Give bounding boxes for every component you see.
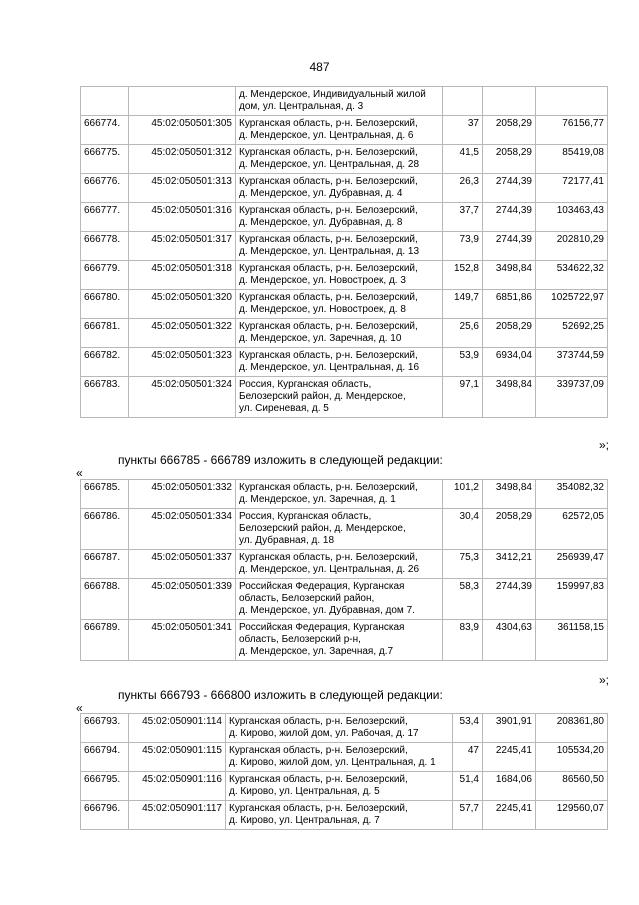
row-number: 666778. [81,232,129,261]
unit-price: 2744,39 [483,579,536,620]
row-number: 666780. [81,290,129,319]
property-address [236,290,443,319]
cadastral-value: 339737,09 [536,377,608,418]
address-line: Курганская область, р-н. Белозерский, [239,118,418,129]
cadastral-number: 45:02:050501:323 [129,348,236,377]
address-line: д. Мендерское, ул. Новостроек, д. 8 [239,304,406,315]
cadastral-value: 1025722,97 [536,290,608,319]
unit-price: 3901,91 [483,714,536,743]
address-line: д. Мендерское, Индивидуальный жилой [239,89,426,100]
table-row [81,174,608,203]
address-line: Курганская область, р-н. Белозерский, [229,716,408,727]
area-value: 149,7 [443,290,483,319]
cadastral-value: 159997,83 [536,579,608,620]
cadastral-number: 45:02:050501:312 [129,145,236,174]
row-number: 666779. [81,261,129,290]
table-row [81,145,608,174]
area-value: 152,8 [443,261,483,290]
property-address [236,480,443,509]
address-line: Курганская область, р-н. Белозерский, [229,774,408,785]
area-value: 53,4 [453,714,483,743]
unit-price: 6934,04 [483,348,536,377]
property-address [236,620,443,661]
unit-price: 2058,29 [483,319,536,348]
property-address [236,116,443,145]
registry-table-1 [80,86,608,418]
address-line: д. Мендерское, ул. Дубравная, д. 4 [239,188,403,199]
unit-price: 2058,29 [483,116,536,145]
cadastral-number: 45:02:050501:318 [129,261,236,290]
property-address [236,87,443,116]
property-address [236,261,443,290]
cadastral-number: 45:02:050501:322 [129,319,236,348]
address-line: Российская Федерация, Курганская [239,581,405,592]
cadastral-number: 45:02:050501:316 [129,203,236,232]
registry-table-3 [80,713,608,830]
row-number: 666787. [81,550,129,579]
property-address [226,772,453,801]
row-number: 666785. [81,480,129,509]
cadastral-number: 45:02:050501:305 [129,116,236,145]
page-number: 487 [309,60,330,74]
area-value: 73,9 [443,232,483,261]
unit-price: 2744,39 [483,174,536,203]
registry-table-2 [80,479,608,661]
closing-quote-mark: »; [598,673,609,687]
address-line: д. Мендерское, ул. Заречная, д.7 [239,646,394,657]
address-line: ул. Дубравная, д. 18 [239,535,335,546]
row-number: 666774. [81,116,129,145]
unit-price: 3498,84 [483,377,536,418]
property-address [236,174,443,203]
table-row [81,319,608,348]
cadastral-value: 86560,50 [536,772,608,801]
area-value: 41,5 [443,145,483,174]
table-row [81,714,608,743]
address-line: д. Мендерское, ул. Центральная, д. 28 [239,159,420,170]
address-line: дом, ул. Центральная, д. 3 [239,101,364,112]
row-number [81,87,129,116]
table-row [81,579,608,620]
cadastral-number: 45:02:050501:332 [129,480,236,509]
property-address [236,145,443,174]
address-line: д. Кирово, жилой дом, ул. Центральная, д. 1 [229,757,436,768]
address-line: д. Мендерское, ул. Центральная, д. 6 [239,130,414,141]
area-value: 47 [453,743,483,772]
address-line: Россия, Курганская область, [239,511,372,522]
amendment-instruction: пункты 666785 - 666789 изложить в следующей редакции: [118,453,443,467]
unit-price: 1684,06 [483,772,536,801]
table-row [81,290,608,319]
cadastral-value: 85419,08 [536,145,608,174]
cadastral-number: 45:02:050501:317 [129,232,236,261]
cadastral-value: 129560,07 [536,801,608,830]
cadastral-number: 45:02:050501:341 [129,620,236,661]
table-row [81,743,608,772]
area-value: 58,3 [443,579,483,620]
area-value: 37,7 [443,203,483,232]
table-row [81,87,608,116]
cadastral-number: 45:02:050501:339 [129,579,236,620]
address-line: Курганская область, р-н. Белозерский, [239,176,418,187]
address-line: д. Кирово, ул. Центральная, д. 5 [229,786,380,797]
area-value: 101,2 [443,480,483,509]
cadastral-value: 534622,32 [536,261,608,290]
address-line: д. Мендерское, ул. Заречная, д. 1 [239,494,396,505]
cadastral-number: 45:02:050501:320 [129,290,236,319]
closing-quote-mark: »; [598,438,609,452]
area-value: 57,7 [453,801,483,830]
table-row [81,348,608,377]
area-value [443,87,483,116]
area-value: 30,4 [443,509,483,550]
unit-price: 3498,84 [483,480,536,509]
property-address [236,377,443,418]
table-row [81,203,608,232]
cadastral-value [536,87,608,116]
row-number: 666793. [81,714,129,743]
address-line: Российская Федерация, Курганская [239,622,405,633]
unit-price: 2245,41 [483,743,536,772]
address-line: Курганская область, р-н. Белозерский, [239,205,418,216]
property-address [226,714,453,743]
area-value: 97,1 [443,377,483,418]
cadastral-value: 76156,77 [536,116,608,145]
property-address [236,203,443,232]
amendment-instruction: пункты 666793 - 666800 изложить в следующей редакции: [118,688,443,702]
cadastral-number: 45:02:050901:114 [129,714,226,743]
cadastral-value: 72177,41 [536,174,608,203]
cadastral-value: 208361,80 [536,714,608,743]
address-line: область, Белозерский район, [239,593,375,604]
cadastral-number: 45:02:050501:337 [129,550,236,579]
property-address [236,232,443,261]
address-line: Курганская область, р-н. Белозерский, [239,350,418,361]
property-address [236,579,443,620]
opening-quote-mark: « [76,466,83,480]
area-value: 26,3 [443,174,483,203]
table-row [81,377,608,418]
row-number: 666782. [81,348,129,377]
unit-price: 6851,86 [483,290,536,319]
table-row [81,232,608,261]
table-row [81,801,608,830]
table-row [81,261,608,290]
table-row [81,116,608,145]
row-number: 666795. [81,772,129,801]
unit-price: 4304,63 [483,620,536,661]
address-line: Курганская область, р-н. Белозерский, [239,482,418,493]
cadastral-number: 45:02:050901:115 [129,743,226,772]
address-line: Курганская область, р-н. Белозерский, [239,552,418,563]
cadastral-value: 354082,32 [536,480,608,509]
property-address [236,348,443,377]
unit-price: 3412,21 [483,550,536,579]
address-line: Россия, Курганская область, [239,379,372,390]
cadastral-value: 52692,25 [536,319,608,348]
cadastral-number [129,87,236,116]
cadastral-number: 45:02:050501:334 [129,509,236,550]
address-line: ул. Сиреневая, д. 5 [239,403,329,414]
row-number: 666788. [81,579,129,620]
table-row [81,772,608,801]
property-address [226,801,453,830]
unit-price [483,87,536,116]
table-row [81,480,608,509]
address-line: д. Мендерское, ул. Новостроек, д. 3 [239,275,406,286]
unit-price: 2058,29 [483,509,536,550]
table-row [81,620,608,661]
cadastral-value: 62572,05 [536,509,608,550]
address-line: Курганская область, р-н. Белозерский, [229,803,408,814]
row-number: 666777. [81,203,129,232]
address-line: д. Мендерское, ул. Дубравная, дом 7. [239,605,415,616]
address-line: д. Мендерское, ул. Центральная, д. 13 [239,246,420,257]
row-number: 666775. [81,145,129,174]
row-number: 666786. [81,509,129,550]
cadastral-value: 103463,43 [536,203,608,232]
cadastral-value: 361158,15 [536,620,608,661]
cadastral-value: 373744,59 [536,348,608,377]
unit-price: 2058,29 [483,145,536,174]
address-line: д. Мендерское, ул. Дубравная, д. 8 [239,217,403,228]
row-number: 666796. [81,801,129,830]
address-line: д. Мендерское, ул. Заречная, д. 10 [239,333,402,344]
row-number: 666789. [81,620,129,661]
table-row [81,509,608,550]
table-row [81,550,608,579]
address-line: Курганская область, р-н. Белозерский, [239,234,418,245]
area-value: 37 [443,116,483,145]
cadastral-value: 202810,29 [536,232,608,261]
row-number: 666794. [81,743,129,772]
cadastral-number: 45:02:050901:117 [129,801,226,830]
property-address [236,509,443,550]
property-address [236,319,443,348]
row-number: 666781. [81,319,129,348]
area-value: 75,3 [443,550,483,579]
cadastral-value: 256939,47 [536,550,608,579]
cadastral-number: 45:02:050501:324 [129,377,236,418]
property-address [226,743,453,772]
unit-price: 3498,84 [483,261,536,290]
address-line: д. Кирово, ул. Центральная, д. 7 [229,815,380,826]
property-address [236,550,443,579]
address-line: Курганская область, р-н. Белозерский, [229,745,408,756]
address-line: д. Мендерское, ул. Центральная, д. 26 [239,564,420,575]
cadastral-value: 105534,20 [536,743,608,772]
address-line: д. Мендерское, ул. Центральная, д. 16 [239,362,420,373]
address-line: Курганская область, р-н. Белозерский, [239,321,418,332]
address-line: д. Кирово, жилой дом, ул. Рабочая, д. 17 [229,728,419,739]
area-value: 51,4 [453,772,483,801]
unit-price: 2744,39 [483,232,536,261]
area-value: 83,9 [443,620,483,661]
area-value: 25,6 [443,319,483,348]
address-line: Курганская область, р-н. Белозерский, [239,147,418,158]
cadastral-number: 45:02:050501:313 [129,174,236,203]
opening-quote-mark: « [76,701,83,715]
row-number: 666776. [81,174,129,203]
cadastral-number: 45:02:050901:116 [129,772,226,801]
area-value: 53,9 [443,348,483,377]
row-number: 666783. [81,377,129,418]
unit-price: 2245,41 [483,801,536,830]
address-line: область, Белозерский р-н, [239,634,361,645]
address-line: Курганская область, р-н. Белозерский, [239,263,418,274]
address-line: Курганская область, р-н. Белозерский, [239,292,418,303]
address-line: Белозерский район, д. Мендерское, [239,523,406,534]
address-line: Белозерский район, д. Мендерское, [239,391,406,402]
unit-price: 2744,39 [483,203,536,232]
